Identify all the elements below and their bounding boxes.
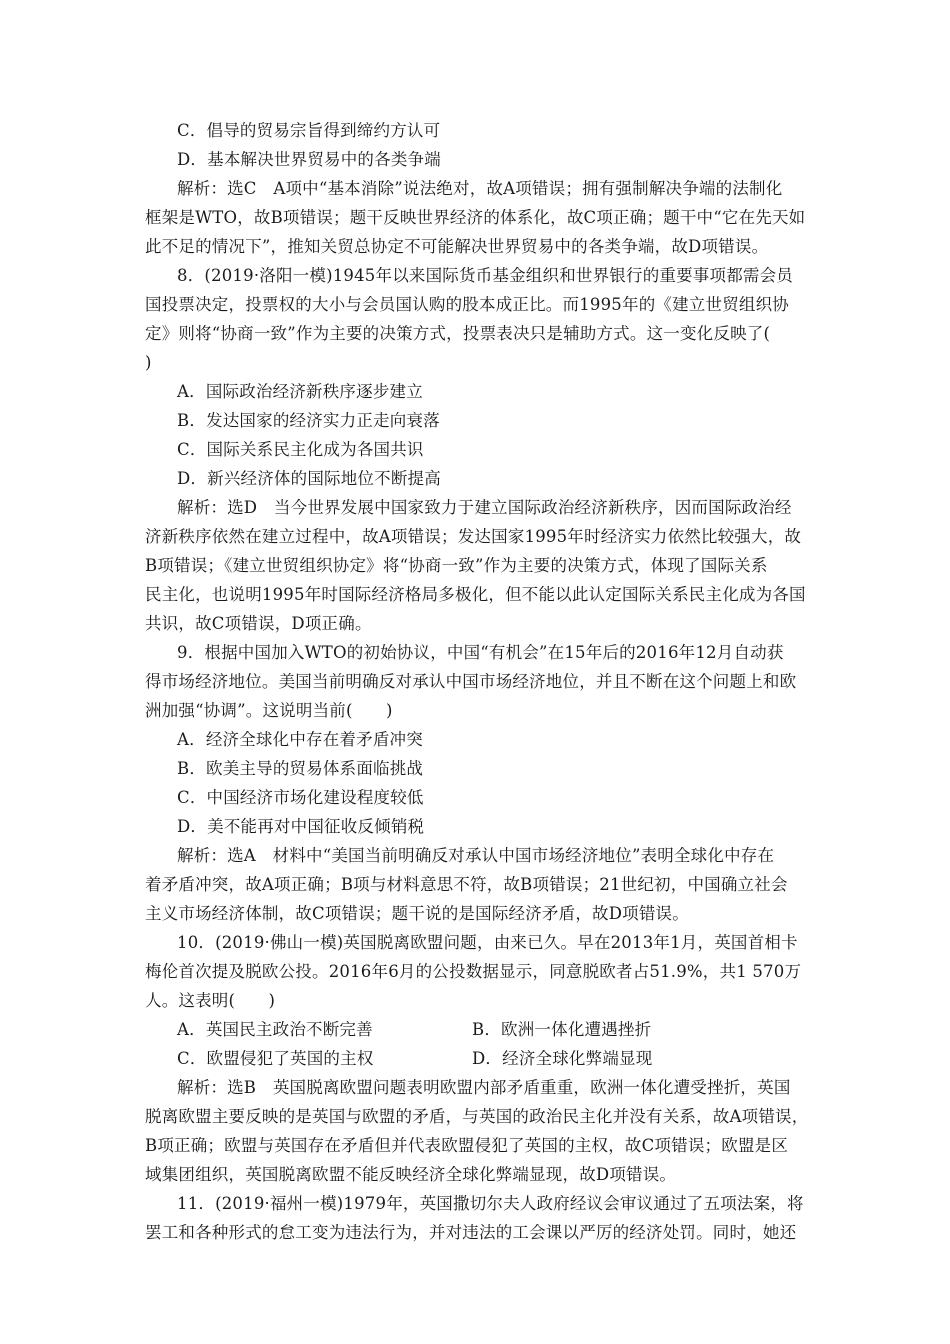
option-10c: C．欧盟侵犯了英国的主权 [177,1049,374,1068]
question-9-line-1: 9．根据中国加入WTO的初始协议，中国“有机会”在15年后的2016年12月自动获 [177,643,784,662]
analysis-10-line-4: 域集团组织，英国脱离欧盟不能反映经济全球化弊端显现，故D项错误。 [145,1165,677,1184]
option-10a: A．英国民主政治不断完善 [177,1020,373,1039]
analysis-10-line-3: B项正确；欧盟与英国存在矛盾但并代表欧盟侵犯了英国的主权，故C项错误；欧盟是区 [145,1136,789,1155]
option-8b: B．发达国家的经济实力正走向衰落 [177,411,440,430]
question-10-line-3: 人。这表明( ) [145,991,276,1010]
analysis-8-line-5: 共识，故C项错误，D项正确。 [145,614,372,633]
analysis-8-line-1: 解析：选D 当今世界发展中国家致力于建立国际政治经济新秩序，因而国际政治经 [177,498,792,517]
question-8-line-4: ) [145,353,152,372]
option-9d: D．美不能再对中国征收反倾销税 [177,817,425,836]
analysis-7-line-1: 解析：选C A项中“基本消除”说法绝对，故A项错误；拥有强制解决争端的法制化 [177,179,783,198]
question-8-line-1: 8．(2019·洛阳一模)1945年以来国际货币基金组织和世界银行的重要事项都需会员 [177,266,793,285]
option-10d: D．经济全球化弊端显现 [472,1049,653,1068]
option-9c: C．中国经济市场化建设程度较低 [177,788,424,807]
analysis-9-line-2: 着矛盾冲突，故A项正确；B项与材料意思不符，故B项错误；21世纪初，中国确立社会 [145,875,788,894]
option-9a: A．经济全球化中存在着矛盾冲突 [177,730,423,749]
analysis-7-line-3: 此不足的情况下”，推知关贸总协定不可能解决世界贸易中的各类争端，故D项错误。 [145,237,769,256]
option-7c: C．倡导的贸易宗旨得到缔约方认可 [177,121,441,140]
question-10-line-2: 梅伦首次提及脱欧公投。2016年6月的公投数据显示，同意脱欧者占51.9%，共1 570万 [145,962,802,981]
question-8-line-2: 国投票决定，投票权的大小与会员国认购的股本成正比。而1995年的《建立世贸组织协 [145,295,789,314]
analysis-9-line-1: 解析：选A 材料中“美国当前明确反对承认中国市场经济地位”表明全球化中存在 [177,846,775,865]
question-11-line-1: 11．(2019·福州一模)1979年，英国撒切尔夫人政府经议会审议通过了五项法案，将 [177,1194,804,1213]
analysis-8-line-2: 济新秩序依然在建立过程中，故A项错误；发达国家1995年时经济实力依然比较强大，故 [145,527,802,546]
question-10-line-1: 10．(2019·佛山一模)英国脱离欧盟问题，由来已久。早在2013年1月，英国首相卡 [177,933,798,952]
option-8a: A．国际政治经济新秩序逐步建立 [177,382,423,401]
question-9-line-2: 得市场经济地位。美国当前明确反对承认中国市场经济地位，并且不断在这个问题上和欧 [145,672,797,691]
option-10b: B．欧洲一体化遭遇挫折 [472,1020,652,1039]
analysis-9-line-3: 主义市场经济体制，故C项错误；题干说的是国际经济矛盾，故D项错误。 [145,904,689,923]
analysis-8-line-3: B项错误；《建立世贸组织协定》将“协商一致”作为主要的决策方式，体现了国际关系 [145,556,768,575]
option-8d: D．新兴经济体的国际地位不断提高 [177,469,441,488]
option-9b: B．欧美主导的贸易体系面临挑战 [177,759,424,778]
analysis-10-line-2: 脱离欧盟主要反映的是英国与欧盟的矛盾，与英国的政治民主化并没有关系，故A项错误， [145,1107,809,1126]
question-8-line-3: 定》则将“协商一致”作为主要的决策方式，投票表决只是辅助方式。这一变化反映了( [145,324,771,343]
option-8c: C．国际关系民主化成为各国共识 [177,440,424,459]
analysis-7-line-2: 框架是WTO，故B项错误；题干反映世界经济的体系化，故C项正确；题干中“它在先天如 [145,208,806,227]
analysis-10-line-1: 解析：选B 英国脱离欧盟问题表明欧盟内部矛盾重重，欧洲一体化遭受挫折，英国 [177,1078,791,1097]
question-9-line-3: 洲加强“协调”。这说明当前( ) [145,701,393,720]
question-11-line-2: 罢工和各种形式的怠工变为违法行为，并对违法的工会课以严厉的经济处罚。同时，她还 [145,1223,797,1242]
analysis-8-line-4: 民主化，也说明1995年时国际经济格局多极化，但不能以此认定国际关系民主化成为各国 [145,585,806,604]
option-7d: D．基本解决世界贸易中的各类争端 [177,150,441,169]
